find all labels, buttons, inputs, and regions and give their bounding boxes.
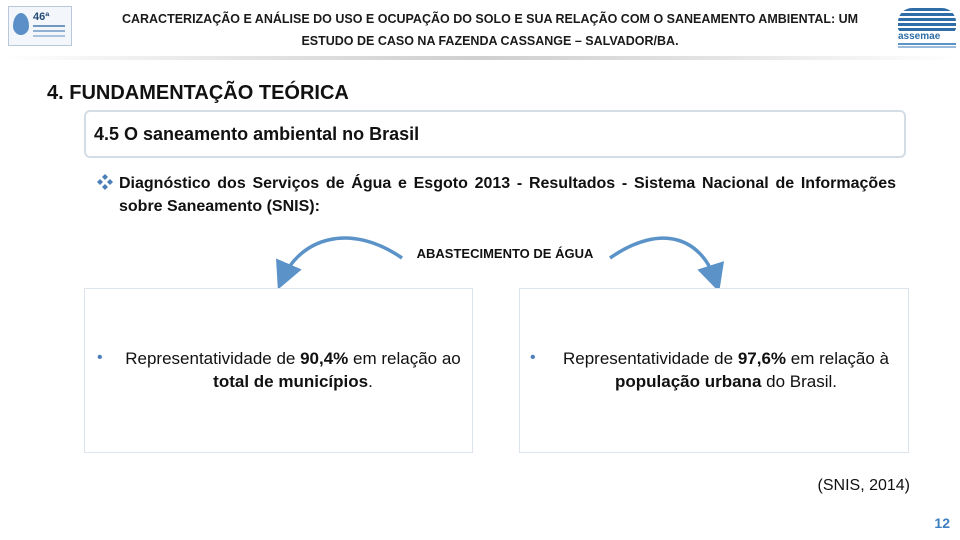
urban-population-text: Representatividade de 97,6% em relação à população urbana do Brasil.: [562, 349, 890, 391]
urban-population-emphasis: população urbana: [614, 372, 762, 391]
congress-edition-badge: 46ª: [33, 11, 50, 23]
urban-population-percent: 97,6%: [737, 349, 787, 368]
card-bullet-icon: •: [97, 349, 103, 366]
citation: (SNIS, 2014): [817, 477, 910, 494]
page-number: 12: [934, 515, 950, 531]
section-title: 4. FUNDAMENTAÇÃO TEÓRICA: [47, 82, 349, 104]
municipalities-emphasis: total de municípios: [213, 372, 369, 391]
subsection-title: 4.5 O saneamento ambiental no Brasil: [94, 124, 420, 144]
snis-bullet-text: Diagnóstico dos Serviços de Água e Esgoto 2013 - Resultados - Sistema Nacional de Informações sobre Saneamento (SNIS):: [119, 175, 896, 215]
assemae-logo-name: assemae: [898, 31, 941, 42]
municipalities-card: [84, 288, 473, 453]
presentation-title-line1: CARACTERIZAÇÃO E ANÁLISE DO USO E OCUPAÇÃO DO SOLO E SUA RELAÇÃO COM O SANEAMENTO AMBIENTAL: UM: [121, 12, 859, 26]
municipalities-text: Representatividade de 90,4% em relação ao total de municípios.: [125, 349, 461, 391]
water-supply-label: ABASTECIMENTO DE ÁGUA: [416, 246, 594, 261]
municipalities-percent: 90,4%: [300, 349, 349, 368]
urban-population-card: [519, 288, 909, 453]
presentation-title-line2: ESTUDO DE CASO NA FAZENDA CASSANGE – SALVADOR/BA.: [301, 34, 679, 48]
card-bullet-icon: •: [530, 349, 536, 366]
